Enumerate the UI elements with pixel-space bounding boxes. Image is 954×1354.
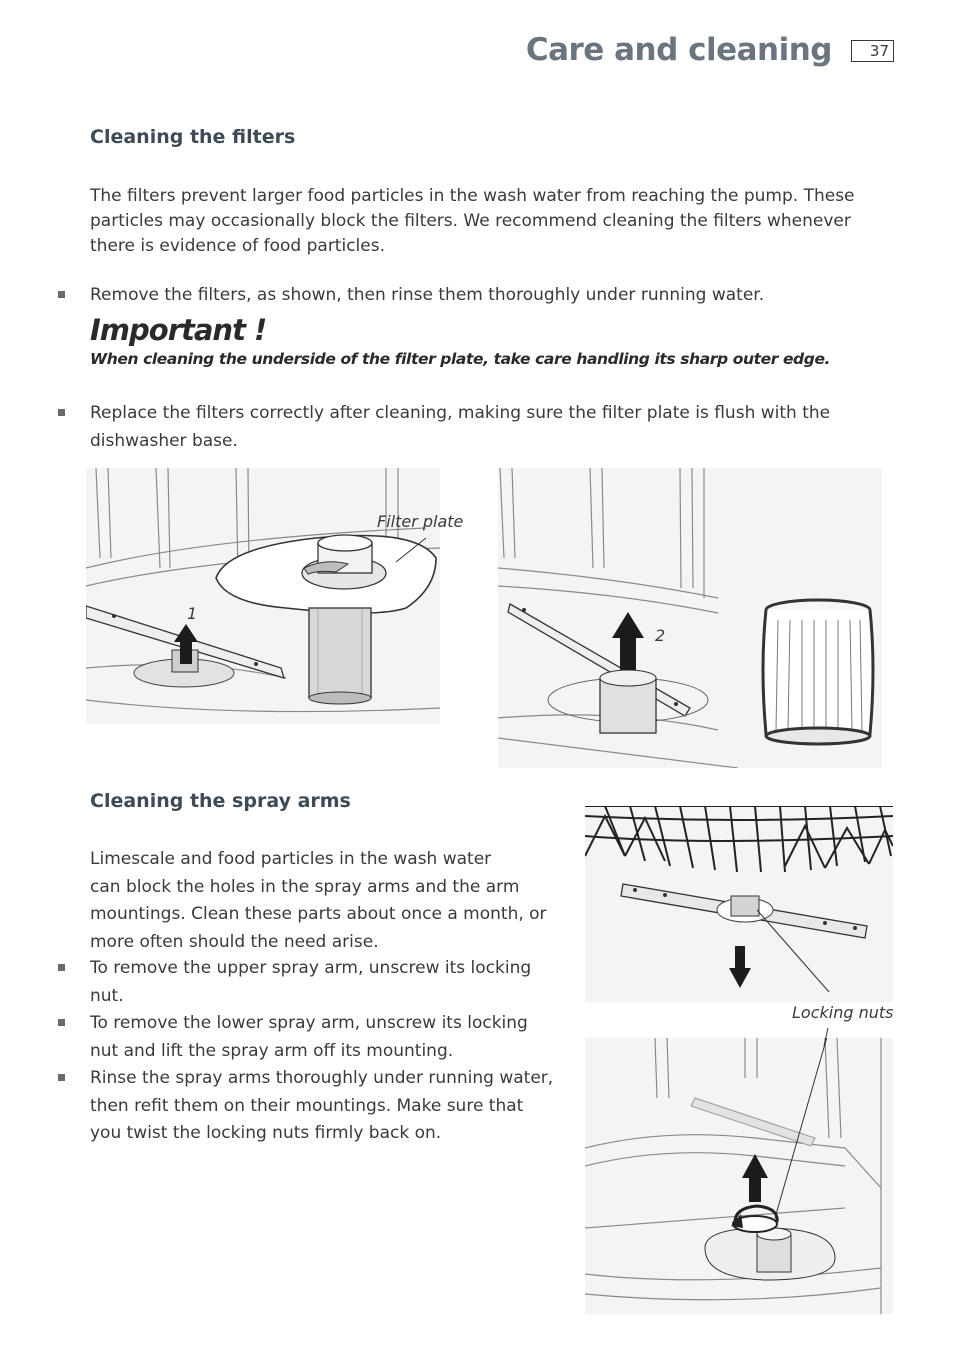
filters-intro-line-3: there is evidence of food particles. [90,236,385,256]
step-label-2: 2 [655,626,666,645]
filters-intro [90,184,855,259]
section-heading-filters: Cleaning the filters [90,126,296,148]
spray-bullet-2-line-1: To remove the lower spray arm, unscrew its locking [90,1013,528,1033]
spray-bullet-2-line-2: nut and lift the spray arm off its mounting. [90,1040,454,1061]
locking-nuts-leader-line [760,1026,840,1046]
bullet-marker [58,291,65,298]
spray-intro-line-3: mountings. Clean these parts about once a month, or [90,904,547,924]
filters-bullet-2 [90,400,830,455]
bullet-marker [58,964,65,971]
filters-bullet-2-line-2: dishwasher base. [90,430,238,451]
spray-bullet-3-line-3: you twist the locking nuts firmly back on. [90,1123,442,1143]
filters-bullet-2-line-1: Replace the filters correctly after cleaning, making sure the filter plate is flush with the [90,403,831,423]
filter-removal-step2-illustration [498,468,882,768]
bullet-marker [58,1074,65,1081]
page-number: 37 [851,40,894,62]
upper-spray-arm-illustration [585,806,893,1002]
spray-intro-line-1: Limescale and food particles in the wash water [90,849,492,869]
spray-intro-line-2: can block the holes in the spray arms and the arm [90,876,520,897]
important-title: Important ! [90,313,267,347]
spray-bullet-3-line-1: Rinse the spray arms thoroughly under running water, [90,1068,554,1088]
spray-bullet-1-line-1: To remove the upper spray arm, unscrew its locking [90,958,532,978]
lower-spray-arm-illustration [585,1038,893,1314]
step-label-1: 1 [187,604,198,623]
bullet-marker [58,409,65,416]
caption-filter-plate: Filter plate [377,512,464,531]
filter-removal-step1-illustration [86,468,440,724]
section-heading-spray-arms: Cleaning the spray arms [90,790,351,812]
caption-locking-nuts: Locking nuts [792,1003,894,1022]
spray-bullet-3 [90,1065,553,1148]
spray-intro [90,846,547,956]
filters-intro-line-1: The filters prevent larger food particles in the wash water from reaching the pump. These [90,186,855,206]
spray-bullet-1-line-2: nut. [90,985,124,1006]
spray-bullet-1 [90,955,531,1010]
page-title: Care and cleaning [525,32,832,68]
spray-bullet-2 [90,1010,528,1065]
important-warning-text: When cleaning the underside of the filter plate, take care handling its sharp outer edge. [90,350,831,368]
spray-intro-line-4: more often should the need arise. [90,931,379,952]
filters-intro-line-2: particles may occasionally block the filters. We recommend cleaning the filters whenever [90,211,851,231]
bullet-marker [58,1019,65,1026]
spray-bullet-3-line-2: then refit them on their mountings. Make sure that [90,1095,524,1116]
filters-bullet-1: Remove the filters, as shown, then rinse them thoroughly under running water. [90,285,765,305]
